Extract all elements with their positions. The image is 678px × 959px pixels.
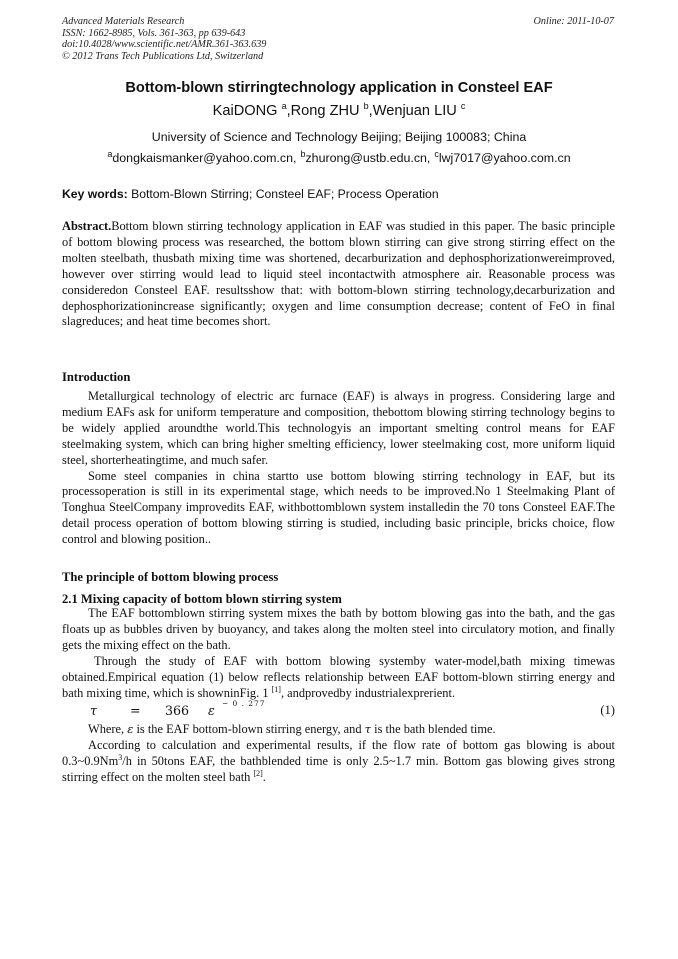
paragraph-text: is the EAF bottom-blown stirring energy, and [133,722,365,736]
paragraph [62,738,615,786]
paragraph-text: Through the study of EAF with bottom blowing systemby water-model,bath mixing timewas obtained.Empirical equation (1) below reflects relationship between EAF bottom-blown stirring energy and bath mixing time, which is showninFig. 1 [62,653,615,700]
author-affil-mark: c [460,101,466,112]
email-mark: b [300,148,306,159]
equation-lhs: τ [90,703,97,718]
section-heading-principle: The principle of bottom blowing process [62,570,279,584]
paragraph [62,654,615,702]
journal-header [62,16,266,62]
citation-ref[interactable]: [1] [271,684,281,694]
paragraph: The EAF bottomblown stirring system mixes the bath by bottom blowing gas into the bath, and the gas floats up as bubbles driven by buoyancy, and takes along the molten steel into circulatory motion, and finally gets the mixing effect on the bath. [62,606,615,652]
paragraph-text: /h in 50tons EAF, the bathblended time is only 2.5~1.7 min. Bottom gas blowing gives strong stirring effect on the molten steel bath [62,753,615,784]
citation-ref[interactable]: [2] [253,768,263,778]
equation-1 [90,699,615,721]
author-line [0,103,678,119]
author-name: KaiDONG [212,103,282,119]
email-mark: c [434,148,439,159]
paragraph: Metallurgical technology of electric arc furnace (EAF) is always in progress. Considering large and medium EAFs ask for uniform temperature and composition, thebottom blowing stirring technology begins to be widely applied aroundthe world.This technologyis an important smelting control means for EAF steelmaking system, which can bring higher smelting efficiency, lower steelmaking cost, more uniform liquid steel, shorterheatingtime, and much safer. [62,389,615,467]
author-affil-mark: b [363,101,369,112]
section-heading-introduction: Introduction [62,370,131,384]
paragraph-text: Where, [88,722,128,736]
paragraph [62,722,615,738]
symbol-tau: τ [364,722,372,736]
journal-name: Advanced Materials Research [62,16,185,27]
paragraph-text: , andprovedby industrialexprerient. [280,685,456,700]
paragraph: Some steel companies in china startto use bottom blowing stirring technology in EAF, but its processoperation is still in its experimental stage, which needs to be improved.No 1 Steelmaking Plant of Tonghua SteelCompany improvedits EAF, withbottomblown system installedin the 70 tons Consteel EAF.The detail process operation of bottom blowing stirring is studied, including basic principle, bricks choice, flow control and blowing position.. [62,468,615,547]
affiliation: University of Science and Technology Beijing; Beijing 100083; China [151,130,527,144]
copyright-line: © 2012 Trans Tech Publications Ltd, Switzerland [62,50,264,62]
doi-line: doi:10.4028/www.scientific.net/AMR.361-363.639 [62,39,267,51]
equation-coefficient: 366 [165,703,190,718]
equation-number: (1) [600,703,615,717]
paragraph-text: is the bath blended time. [371,722,496,736]
abstract-text: Bottom blown stirring technology application in EAF was studied in this paper. The basic principle of bottom blowing process was researched, the bottom blown stirring can give strong stirring effect on the molten steelbath, thusbath mixing time was shortened, decarburization and dephosphorizationwereimproved, however over stirring would lead to liquid steel incontactwith atmosphere air. Reasonable process was consideredon Consteel EAF. resultsshow that: with bottom-blown stirring technology,decarburization and dephosphorizationincrease significantly; oxygen and lime consumption decrease; content of FeO in final slagreduces; and heat time becomes short. [62,219,615,329]
keywords [62,187,439,201]
principle-body [62,606,615,701]
email-mark: a [107,148,113,159]
equation-exponent: − 0 . 277 [222,699,266,708]
author-name: ,Wenjuan LIU [368,103,461,119]
principle-body-continued [62,722,615,786]
paper-title: Bottom-blown stirringtechnology application in Consteel EAF [125,80,553,96]
abstract [62,219,615,330]
keywords-label: Key words: [62,187,128,201]
keywords-text: Bottom-Blown Stirring; Consteel EAF; Process Operation [127,187,439,201]
equation-equals: = [130,703,141,718]
introduction-body [62,389,615,548]
email-address[interactable]: lwj7017@yahoo.com.cn [438,151,571,165]
abstract-label: Abstract. [62,219,112,233]
symbol-epsilon: ε [127,722,134,736]
paragraph-text: According to calculation and experimental results, if the flow rate of bottom gas blowing is about 0.3~0.9Nm [62,737,615,768]
author-name: ,Rong ZHU [286,103,364,119]
unit-superscript: 3 [118,752,123,762]
equation-variable: ε [208,703,215,718]
paragraph-text: . [262,769,266,784]
author-affil-mark: a [281,101,287,112]
email-address[interactable]: dongkaismanker@yahoo.com.cn, [112,151,297,165]
email-line [0,148,678,165]
email-address[interactable]: zhurong@ustb.edu.cn, [305,151,431,165]
subsection-heading: 2.1 Mixing capacity of bottom blown stirring system [62,592,342,606]
issn-line: ISSN: 1662-8985, Vols. 361-363, pp 639-643 [62,27,246,39]
online-date: Online: 2011-10-07 [533,16,614,27]
